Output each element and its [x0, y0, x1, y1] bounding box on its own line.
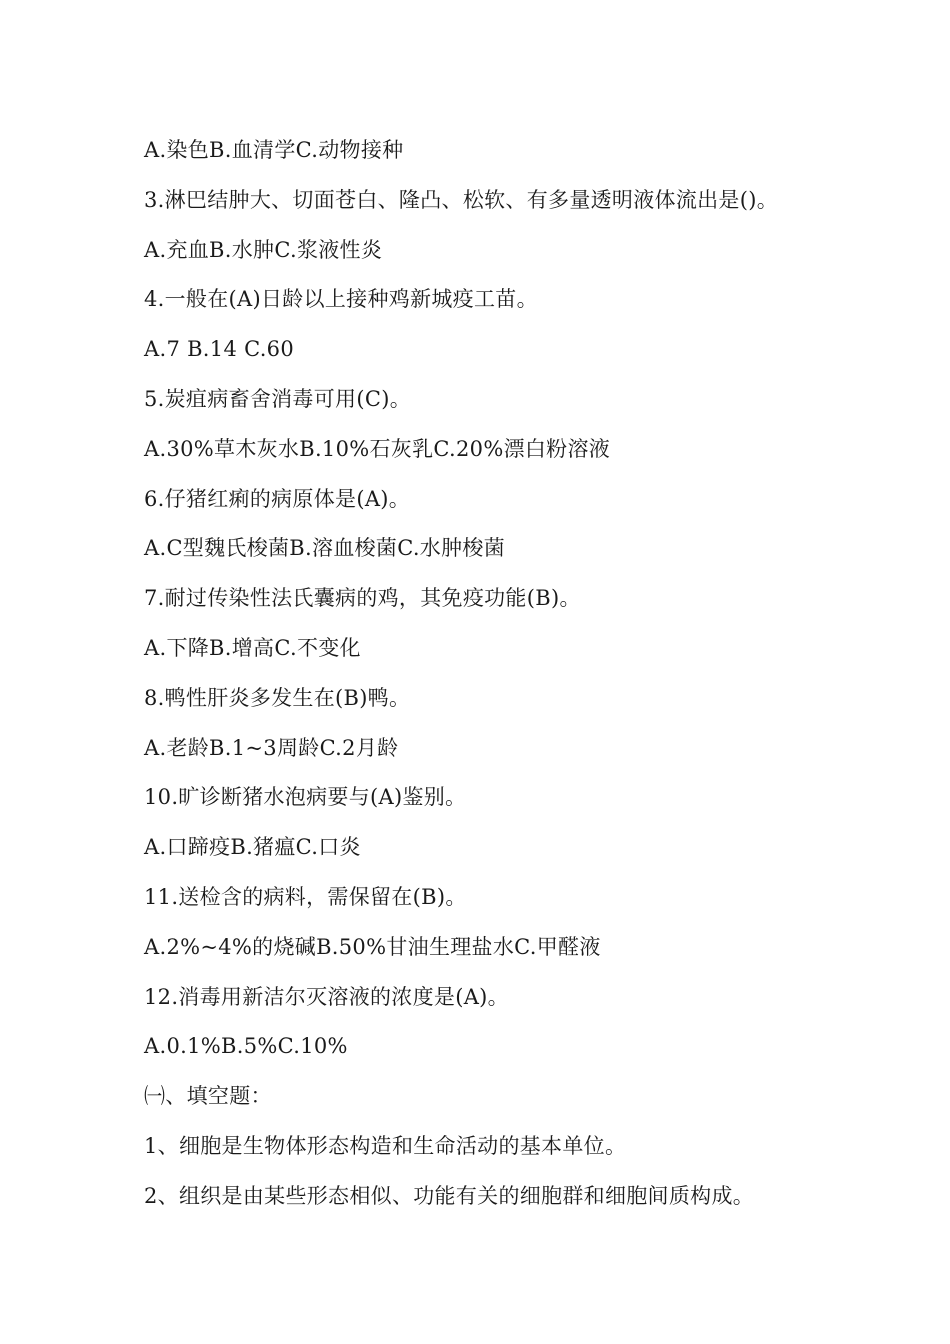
answer-options-line: A.0.1%B.5%C.10% — [144, 1034, 348, 1059]
question-line: 7.耐过传染性法氏囊病的鸡，其免疫功能(B)。 — [144, 586, 581, 611]
question-line: 3.淋巴结肿大、切面苍白、隆凸、松软、有多量透明液体流出是()。 — [144, 187, 779, 212]
answer-options-line: A.下降B.增高C.不变化 — [144, 635, 361, 660]
answer-options-line: A.口蹄疫B.猪瘟C.口炎 — [144, 835, 361, 860]
question-line: 4.一般在(A)日龄以上接种鸡新城疫工苗。 — [144, 287, 538, 312]
answer-options-line: A.7 B.14 C.60 — [144, 337, 294, 362]
question-line: 11.送检含的病料，需保留在(B)。 — [144, 884, 467, 909]
fill-blank-item: 1、细胞是生物体形态构造和生命活动的基本单位。 — [144, 1133, 627, 1158]
question-line: 5.炭疽病畜舍消毒可用(C)。 — [144, 386, 411, 411]
document-body — [144, 133, 934, 1229]
answer-options-line: A.老龄B.1~3周龄C.2月龄 — [144, 735, 399, 760]
answer-options-line: A.C型魏氏梭菌B.溶血梭菌C.水肿梭菌 — [144, 536, 506, 561]
answer-options-line: A.充血B.水肿C.浆液性炎 — [144, 237, 383, 262]
question-line: 10.旷诊断猪水泡病要与(A)鉴别。 — [144, 785, 467, 810]
question-line: 6.仔猪红痢的病原体是(A)。 — [144, 486, 411, 511]
answer-options-line: A.染色B.血清学C.动物接种 — [144, 138, 404, 162]
question-line: 12.消毒用新洁尔灭溶液的浓度是(A)。 — [144, 984, 509, 1009]
fill-blank-item: 2、组织是由某些形态相似、功能有关的细胞群和细胞间质构成。 — [144, 1183, 755, 1208]
answer-options-line: A.2%~4%的烧碱B.50%甘油生理盐水C.甲醛液 — [144, 934, 601, 959]
answer-options-line: A.30%草木灰水B.10%石灰乳C.20%漂白粉溶液 — [144, 436, 611, 461]
question-line: 8.鸭性肝炎多发生在(B)鸭。 — [144, 685, 411, 710]
section-heading: ㈠、填空题： — [144, 1084, 272, 1109]
